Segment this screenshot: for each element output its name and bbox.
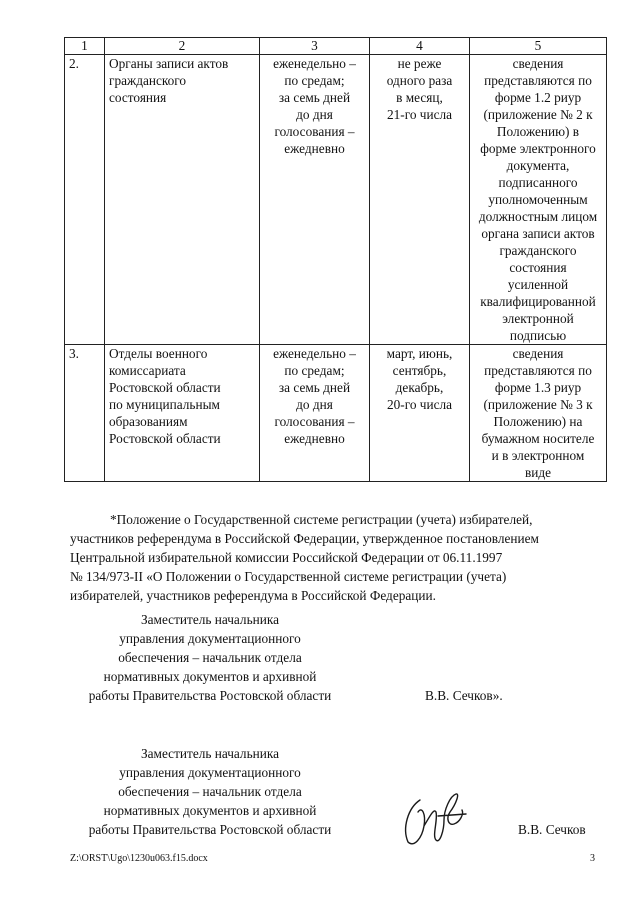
cell-line: Ростовской области (109, 380, 221, 395)
row-number: 2. (65, 55, 105, 345)
cell-line: форме 1.2 риур (494, 90, 582, 105)
frequency-cell (260, 55, 370, 345)
cell-line: состояния (509, 260, 567, 275)
data-table (64, 37, 607, 482)
organ-cell (105, 345, 260, 482)
table-header-row (65, 38, 607, 55)
cell-line: март, июнь, (386, 346, 453, 361)
cell-line: еженедельно – (273, 56, 356, 71)
cell-line: форме электронного (480, 141, 596, 156)
cell-line: Органы записи актов (109, 56, 229, 71)
title-line: работы Правительства Ростовской области (88, 688, 332, 703)
cell-line: гражданского (109, 73, 187, 88)
schedule-cell (370, 55, 470, 345)
cell-line: гражданского (499, 243, 577, 258)
cell-line: подписью (509, 328, 567, 343)
cell-line: декабрь, (395, 380, 444, 395)
title-line: управления документационного (119, 631, 301, 646)
title-line: работы Правительства Ростовской области (88, 822, 332, 837)
cell-line: в месяц, (396, 90, 443, 105)
header-cell-2: 2 (105, 38, 260, 55)
footnote-line: избирателей, участников референдума в Российской Федерации. (70, 588, 436, 603)
signatory-title-1 (70, 610, 350, 705)
cell-line: усиленной (507, 277, 569, 292)
cell-line: 20-го числа (386, 397, 453, 412)
footnote (70, 510, 610, 605)
cell-line: форме 1.3 риур (494, 380, 582, 395)
form-cell (470, 55, 607, 345)
row-number: 3. (65, 345, 105, 482)
cell-line: состояния (109, 90, 167, 105)
cell-line: квалифицированной (480, 294, 596, 309)
cell-line: сведения (512, 346, 564, 361)
frequency-cell (260, 345, 370, 482)
cell-line: комиссариата (109, 363, 186, 378)
cell-line: документа, (506, 158, 570, 173)
title-line: нормативных документов и архивной (103, 669, 317, 684)
table-row (65, 55, 607, 345)
cell-line: не реже (397, 56, 442, 71)
cell-line: голосования – (274, 414, 355, 429)
signatory-name-1: В.В. Сечков». (425, 688, 503, 703)
title-line: Заместитель начальника (140, 746, 280, 761)
cell-line: образованиям (109, 414, 188, 429)
cell-line: Ростовской области (109, 431, 221, 446)
title-line: Заместитель начальника (140, 612, 280, 627)
cell-line: по муниципальным (109, 397, 220, 412)
schedule-cell (370, 345, 470, 482)
cell-line: Положению) на (493, 414, 583, 429)
signatory-title-2 (70, 744, 350, 839)
cell-line: 21-го числа (386, 107, 453, 122)
cell-line: виде (524, 465, 552, 480)
cell-line: ежедневно (284, 431, 345, 446)
cell-line: должностным лицом (478, 209, 598, 224)
cell-line: органа записи актов (481, 226, 595, 241)
table-row (65, 345, 607, 482)
header-cell-4: 4 (370, 38, 470, 55)
header-cell-1: 1 (65, 38, 105, 55)
header-cell-5: 5 (470, 38, 607, 55)
footnote-line: № 134/973-II «О Положении о Государственной системе регистрации (учета) (70, 569, 507, 584)
title-line: нормативных документов и архивной (103, 803, 317, 818)
cell-line: до дня (296, 107, 333, 122)
cell-line: ежедневно (284, 141, 345, 156)
title-line: обеспечения – начальник отдела (118, 650, 302, 665)
cell-line: Отделы военного (109, 346, 208, 361)
signatory-name-2: В.В. Сечков (518, 822, 586, 837)
file-path: Z:\ORST\Ugo\1230u063.f15.docx (70, 853, 208, 864)
cell-line: представляются по (484, 363, 592, 378)
cell-line: по средам; (284, 363, 345, 378)
cell-line: электронной (502, 311, 574, 326)
cell-line: по средам; (284, 73, 345, 88)
form-cell (470, 345, 607, 482)
cell-line: голосования – (274, 124, 355, 139)
title-line: обеспечения – начальник отдела (118, 784, 302, 799)
cell-line: сентябрь, (392, 363, 447, 378)
cell-line: представляются по (484, 73, 592, 88)
cell-line: Положению) в (496, 124, 580, 139)
cell-line: до дня (296, 397, 333, 412)
footnote-line: *Положение о Государственной системе регистрации (учета) избирателей, (110, 512, 533, 527)
cell-line: уполномоченным (488, 192, 588, 207)
cell-line: сведения (512, 56, 564, 71)
cell-line: (приложение № 2 к (483, 107, 593, 122)
organ-cell (105, 55, 260, 345)
cell-line: (приложение № 3 к (483, 397, 593, 412)
cell-line: за семь дней (278, 380, 351, 395)
cell-line: еженедельно – (273, 346, 356, 361)
footnote-line: участников референдума в Российской Федерации, утвержденное постановлением (70, 531, 539, 546)
page-number: 3 (590, 853, 595, 864)
handwritten-signature (400, 790, 480, 850)
footnote-line: Центральной избирательной комиссии Российской Федерации от 06.11.1997 (70, 550, 503, 565)
header-cell-3: 3 (260, 38, 370, 55)
cell-line: за семь дней (278, 90, 351, 105)
cell-line: бумажном носителе (481, 431, 595, 446)
title-line: управления документационного (119, 765, 301, 780)
cell-line: подписанного (498, 175, 578, 190)
cell-line: и в электронном (491, 448, 585, 463)
cell-line: одного раза (386, 73, 453, 88)
